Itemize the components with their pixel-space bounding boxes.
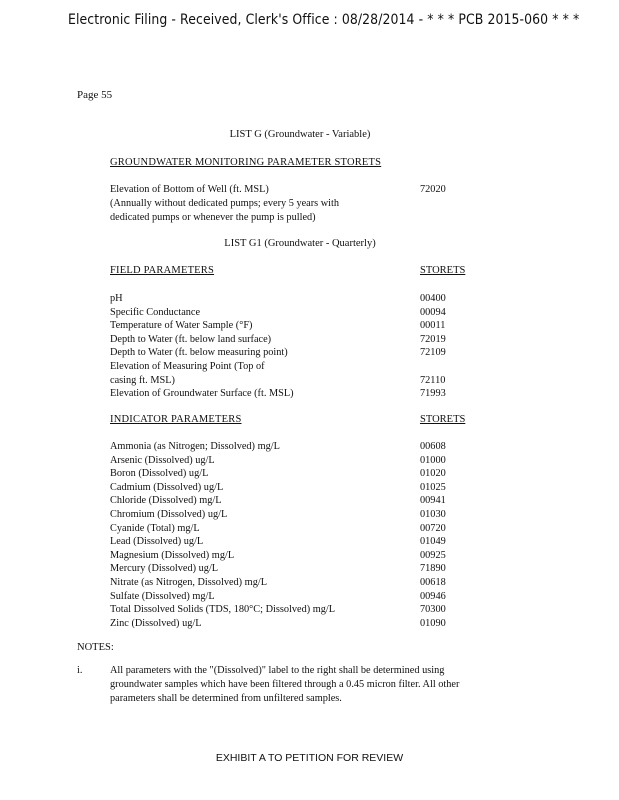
parameter-row (110, 387, 470, 401)
parameter-storet: 00946 (420, 590, 446, 602)
bottom-well-line-1: Elevation of Bottom of Well (ft. MSL) (110, 184, 269, 195)
parameter-row (110, 346, 470, 360)
parameter-name: Chloride (Dissolved) mg/L (110, 495, 222, 507)
parameter-name: Cyanide (Total) mg/L (110, 522, 200, 534)
parameter-storet: 00720 (420, 522, 446, 534)
parameter-name: Ammonia (as Nitrogen; Dissolved) mg/L (110, 441, 280, 452)
parameter-storet: 00925 (420, 549, 446, 561)
parameter-row (110, 494, 470, 508)
parameter-name: Cadmium (Dissolved) ug/L (110, 481, 224, 493)
parameter-storet: 00011 (420, 320, 446, 332)
indicator-parameters-heading: INDICATOR PARAMETERS (110, 414, 242, 425)
parameter-storet: 01000 (420, 454, 446, 466)
list-g1-title: LIST G1 (Groundwater - Quarterly) (224, 238, 376, 249)
parameter-row (110, 306, 470, 320)
parameter-row (110, 549, 470, 563)
notes-heading: NOTES: (77, 642, 114, 653)
filing-stamp: Electronic Filing - Received, Clerk's Office : 08/28/2014 - * * * PCB 2015-060 * * * (68, 12, 580, 28)
parameter-row (110, 333, 470, 347)
parameter-row (110, 617, 470, 631)
parameter-row (110, 522, 470, 536)
groundwater-monitoring-heading: GROUNDWATER MONITORING PARAMETER STORETS (110, 157, 382, 168)
parameter-row (110, 440, 470, 454)
parameter-row (110, 603, 470, 617)
parameter-row (110, 360, 470, 374)
parameter-storet: 70300 (420, 604, 446, 616)
parameter-name: Magnesium (Dissolved) mg/L (110, 549, 235, 561)
parameter-storet: 00094 (420, 306, 446, 318)
parameter-storet: 00618 (420, 577, 446, 588)
parameter-name: Elevation of Measuring Point (Top of (110, 361, 265, 372)
note-line-3: parameters shall be determined from unfiltered samples. (110, 693, 342, 704)
bottom-well-line-3: dedicated pumps or whenever the pump is pulled) (110, 212, 316, 223)
parameter-name: Lead (Dissolved) ug/L (110, 536, 204, 548)
parameter-row (110, 481, 470, 495)
parameter-storet: 72110 (420, 374, 446, 386)
parameter-row (110, 576, 470, 590)
parameter-name: Sulfate (Dissolved) mg/L (110, 590, 215, 602)
indicator-storets-heading: STORETS (420, 414, 466, 425)
parameter-name: Arsenic (Dissolved) ug/L (110, 454, 215, 466)
parameter-storet: 01049 (420, 536, 446, 548)
bottom-well-line-2: (Annually without dedicated pumps; every 5 years with (110, 198, 340, 209)
parameter-storet: 01090 (420, 617, 446, 629)
parameter-row (110, 535, 470, 549)
parameter-storet: 71993 (420, 388, 446, 400)
list-g-title: LIST G (Groundwater - Variable) (229, 129, 371, 140)
parameter-name: Mercury (Dissolved) ug/L (110, 563, 219, 575)
parameter-name: Boron (Dissolved) ug/L (110, 468, 209, 480)
parameter-name: pH (110, 293, 123, 304)
note-line-1: All parameters with the "(Dissolved)" label to the right shall be determined using (110, 665, 445, 676)
parameter-name: casing ft. MSL) (110, 374, 175, 386)
note-line-2: groundwater samples which have been filtered through a 0.45 micron filter. All other (110, 679, 460, 690)
parameter-name: Nitrate (as Nitrogen, Dissolved) mg/L (110, 577, 267, 588)
parameter-name: Depth to Water (ft. below land surface) (110, 333, 272, 345)
parameter-row (110, 454, 470, 468)
parameter-row (110, 319, 470, 333)
parameter-row (110, 562, 470, 576)
exhibit-footer: EXHIBIT A TO PETITION FOR REVIEW (215, 752, 404, 764)
bottom-well-storet: 72020 (420, 184, 446, 195)
parameter-name: Elevation of Groundwater Surface (ft. MSL) (110, 388, 294, 400)
parameter-row (110, 374, 470, 388)
parameter-row (110, 590, 470, 604)
parameter-name: Total Dissolved Solids (TDS, 180°C; Dissolved) mg/L (110, 604, 336, 616)
parameter-storet: 01030 (420, 509, 446, 520)
parameter-storet: 00400 (420, 293, 446, 304)
parameter-storet: 00608 (420, 441, 446, 452)
parameter-name: Specific Conductance (110, 306, 201, 318)
page-number: Page 55 (77, 89, 113, 101)
parameter-name: Zinc (Dissolved) ug/L (110, 617, 202, 629)
field-storets-heading: STORETS (420, 265, 466, 276)
parameter-storet: 01020 (420, 468, 446, 480)
parameter-storet: 01025 (420, 481, 446, 493)
note-marker: i. (77, 665, 83, 676)
parameter-storet: 72109 (420, 347, 446, 359)
parameter-row (110, 292, 470, 306)
parameter-storet: 71890 (420, 563, 446, 575)
parameter-row (110, 467, 470, 481)
parameter-name: Temperature of Water Sample (°F) (110, 320, 253, 332)
parameter-row (110, 508, 470, 522)
field-parameters-heading: FIELD PARAMETERS (110, 265, 215, 276)
parameter-name: Depth to Water (ft. below measuring point) (110, 347, 288, 359)
parameter-storet: 72019 (420, 333, 446, 345)
parameter-name: Chromium (Dissolved) ug/L (110, 509, 228, 520)
parameter-storet: 00941 (420, 495, 446, 507)
